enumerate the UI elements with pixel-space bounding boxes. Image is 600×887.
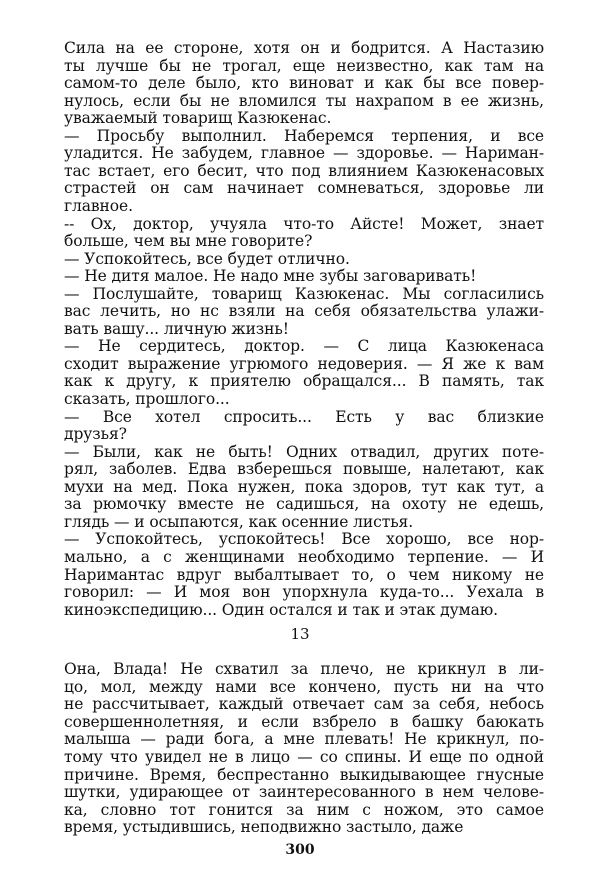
text-line: — Успокойтесь, все будет отлично. (64, 249, 350, 268)
chapter-number: 13 (290, 625, 310, 643)
text-line: Она, Влада! Не схватил за плечо, не крикнул в ли- (64, 660, 544, 678)
text-line: главное. (64, 196, 133, 215)
text-line: ка, словно тот гонится за ним с ножом, это самое (64, 800, 544, 819)
text-line: мухи на мед. Пока нужен, пока здоров, тут как тут, а (64, 477, 544, 496)
text-line: глядь — и осыпаются, как осенние листья. (64, 512, 414, 531)
text-line: сходит выражение угрюмого недоверия. — Я же к вам (64, 354, 544, 373)
text-line: как к другу, к приятелю обращался... В память, так (64, 372, 544, 391)
text-line: время, устыдившись, неподвижно застыло, даже (64, 818, 464, 837)
text-line: больше, чем вы мне говорите? (64, 232, 313, 251)
text-line: сказать, прошлого... (64, 390, 230, 408)
text-line: шутки, удирающее от заинтересованного в нем челове- (64, 783, 544, 802)
text-line: — Успокойтесь, успокойтесь! Все хорошо, все нор- (64, 530, 544, 549)
text-line: — Все хотел спросить... Есть у вас близкие (64, 407, 544, 426)
text-line: Наримантас вдруг выбалтывает то, о чем никому не (64, 565, 544, 584)
text-line: говорил: — И моя вон упорхнула куда-то... Уехала в (64, 583, 544, 602)
text-line: киноэкспедицию... Один остался и так и этак думаю. (64, 600, 498, 619)
text-line: мально, а с женщинами необходимо терпение. — И (64, 547, 544, 566)
page-number: 300 (285, 842, 315, 858)
text-line: совершеннолетняя, и если взбрело в башку баюкать (64, 712, 544, 731)
text-line: вас лечить, но нс взяли на себя обязательства улажи- (64, 302, 544, 321)
text-line: ты лучше бы не трогал, еще неизвестно, как там на (64, 56, 544, 75)
text-line: за рюмочку вместе не садишься, на охоту не едешь, (64, 495, 544, 514)
text-line: Сила на ее стороне, хотя он и бодрится. А Настазию (64, 39, 544, 57)
text-line: вать вашу... личную жизнь! (64, 319, 289, 338)
text-line: малыша — ради бога, а мне плевать! Не крикнул, по- (64, 730, 544, 749)
text-line: — Были, как не быть! Одних отвадил, других поте- (64, 442, 544, 461)
text-line: причине. Время, беспрестанно выкидывающее гнусные (64, 765, 544, 784)
text-line: — Послушайте, товарищ Казюкенас. Мы согласились (64, 284, 544, 303)
text-line: тому что увидел не в лицо — со спины. И еще по одной (64, 748, 544, 766)
text-line: -- Ох, доктор, учуяла что-то Айсте! Может, знает (64, 214, 544, 233)
text-line: уладится. Не забудем, главное — здоровье. — Нариман- (64, 144, 544, 163)
text-line: цо, мол, между нами все кончено, пусть ни на что (64, 677, 544, 696)
text-line: самом-то деле было, кто виноват и как бы все повер- (64, 74, 544, 93)
text-line: рял, заболев. Едва взберешься повыше, налетают, как (64, 460, 544, 479)
text-line: — Просьбу выполнил. Наберемся терпения, и все (64, 126, 544, 145)
text-line: — Не сердитесь, доктор. — С лица Казюкенаса (64, 337, 544, 356)
text-line: не рассчитывает, каждый отвечает сам за себя, небось (64, 695, 544, 714)
text-line: страстей он сам начинает сомневаться, здоровье ли (64, 179, 544, 198)
text-line: нулось, если бы не вломился ты нахрапом в ее жизнь, (64, 91, 544, 110)
text-line: — Не дитя малое. Не надо мне зубы заговаривать! (64, 267, 477, 286)
text-line: уважаемый товарищ Казюкенас. (64, 109, 332, 128)
text-line: друзья? (64, 425, 127, 444)
text-line: тас встает, его бесит, что под влиянием Казюкенасовых (64, 161, 544, 180)
